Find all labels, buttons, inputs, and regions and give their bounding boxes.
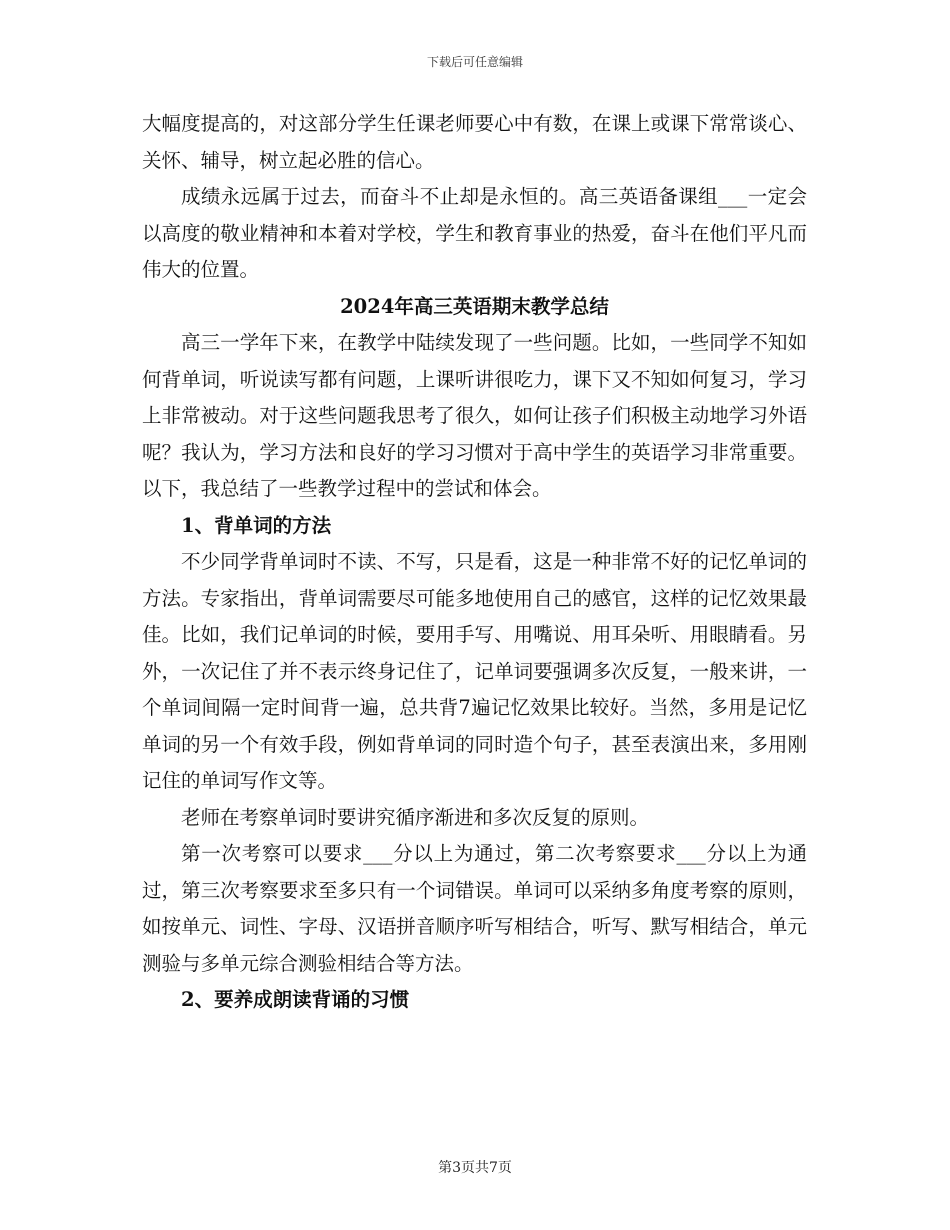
document-body — [142, 106, 807, 1019]
paragraph-closing: 成绩永远属于过去，而奋斗不止却是永恒的。高三英语备课组___一定会以高度的敬业精神和本着对学校，学生和教育事业的热爱，奋斗在他们平凡而伟大的位置。 — [142, 185, 807, 281]
page-footer: 第3页共7页 — [438, 1160, 512, 1176]
paragraph-teacher-principle: 老师在考察单词时要讲究循序渐进和多次反复的原则。 — [181, 805, 650, 829]
paragraph-intro: 高三一学年下来，在教学中陆续发现了一些问题。比如，一些同学不知如何背单词，听说读写都有问题，上课听讲很吃力，课下又不知如何复习，学习上非常被动。对于这些问题我思考了很久，如何让孩子们积极主动地学习外语呢？我认为，学习方法和良好的学习习惯对于高中学生的英语学习非常重要。以下，我总结了一些教学过程中的尝试和体会。 — [142, 331, 807, 500]
document-title: 2024年高三英语期末教学总结 — [340, 294, 609, 318]
paragraph-continuation: 大幅度提高的，对这部分学生任课老师要心中有数，在课上或课下常常谈心、关怀、辅导，树立起必胜的信心。 — [142, 112, 807, 172]
section-heading-1: 1、背单词的方法 — [181, 513, 332, 537]
section-heading-2: 2、要养成朗读背诵的习惯 — [181, 988, 410, 1011]
paragraph-assessment: 第一次考察可以要求___分以上为通过，第二次考察要求___分以上为通过，第三次考察要求至多只有一个词错误。单词可以采纳多角度考察的原则，如按单元、词性、字母、汉语拼音顺序听写相结合，听写、默写相结合，单元测验与多单元综合测验相结合等方法。 — [142, 842, 807, 975]
page-header: 下载后可任意编辑 — [426, 55, 523, 69]
paragraph-vocabulary-method: 不少同学背单词时不读、不写，只是看，这是一种非常不好的记忆单词的方法。专家指出，背单词需要尽可能多地使用自己的感官，这样的记忆效果最佳。比如，我们记单词的时候，要用手写、用嘴说、用耳朵听、用眼睛看。另外，一次记住了并不表示终身记住了，记单词要强调多次反复，一般来讲，一个单词间隔一定时间背一遍，总共背7遍记忆效果比较好。当然，多用是记忆单词的另一个有效手段，例如背单词的同时造个句子，甚至表演出来，多用刚记住的单词写作文等。 — [142, 550, 807, 792]
